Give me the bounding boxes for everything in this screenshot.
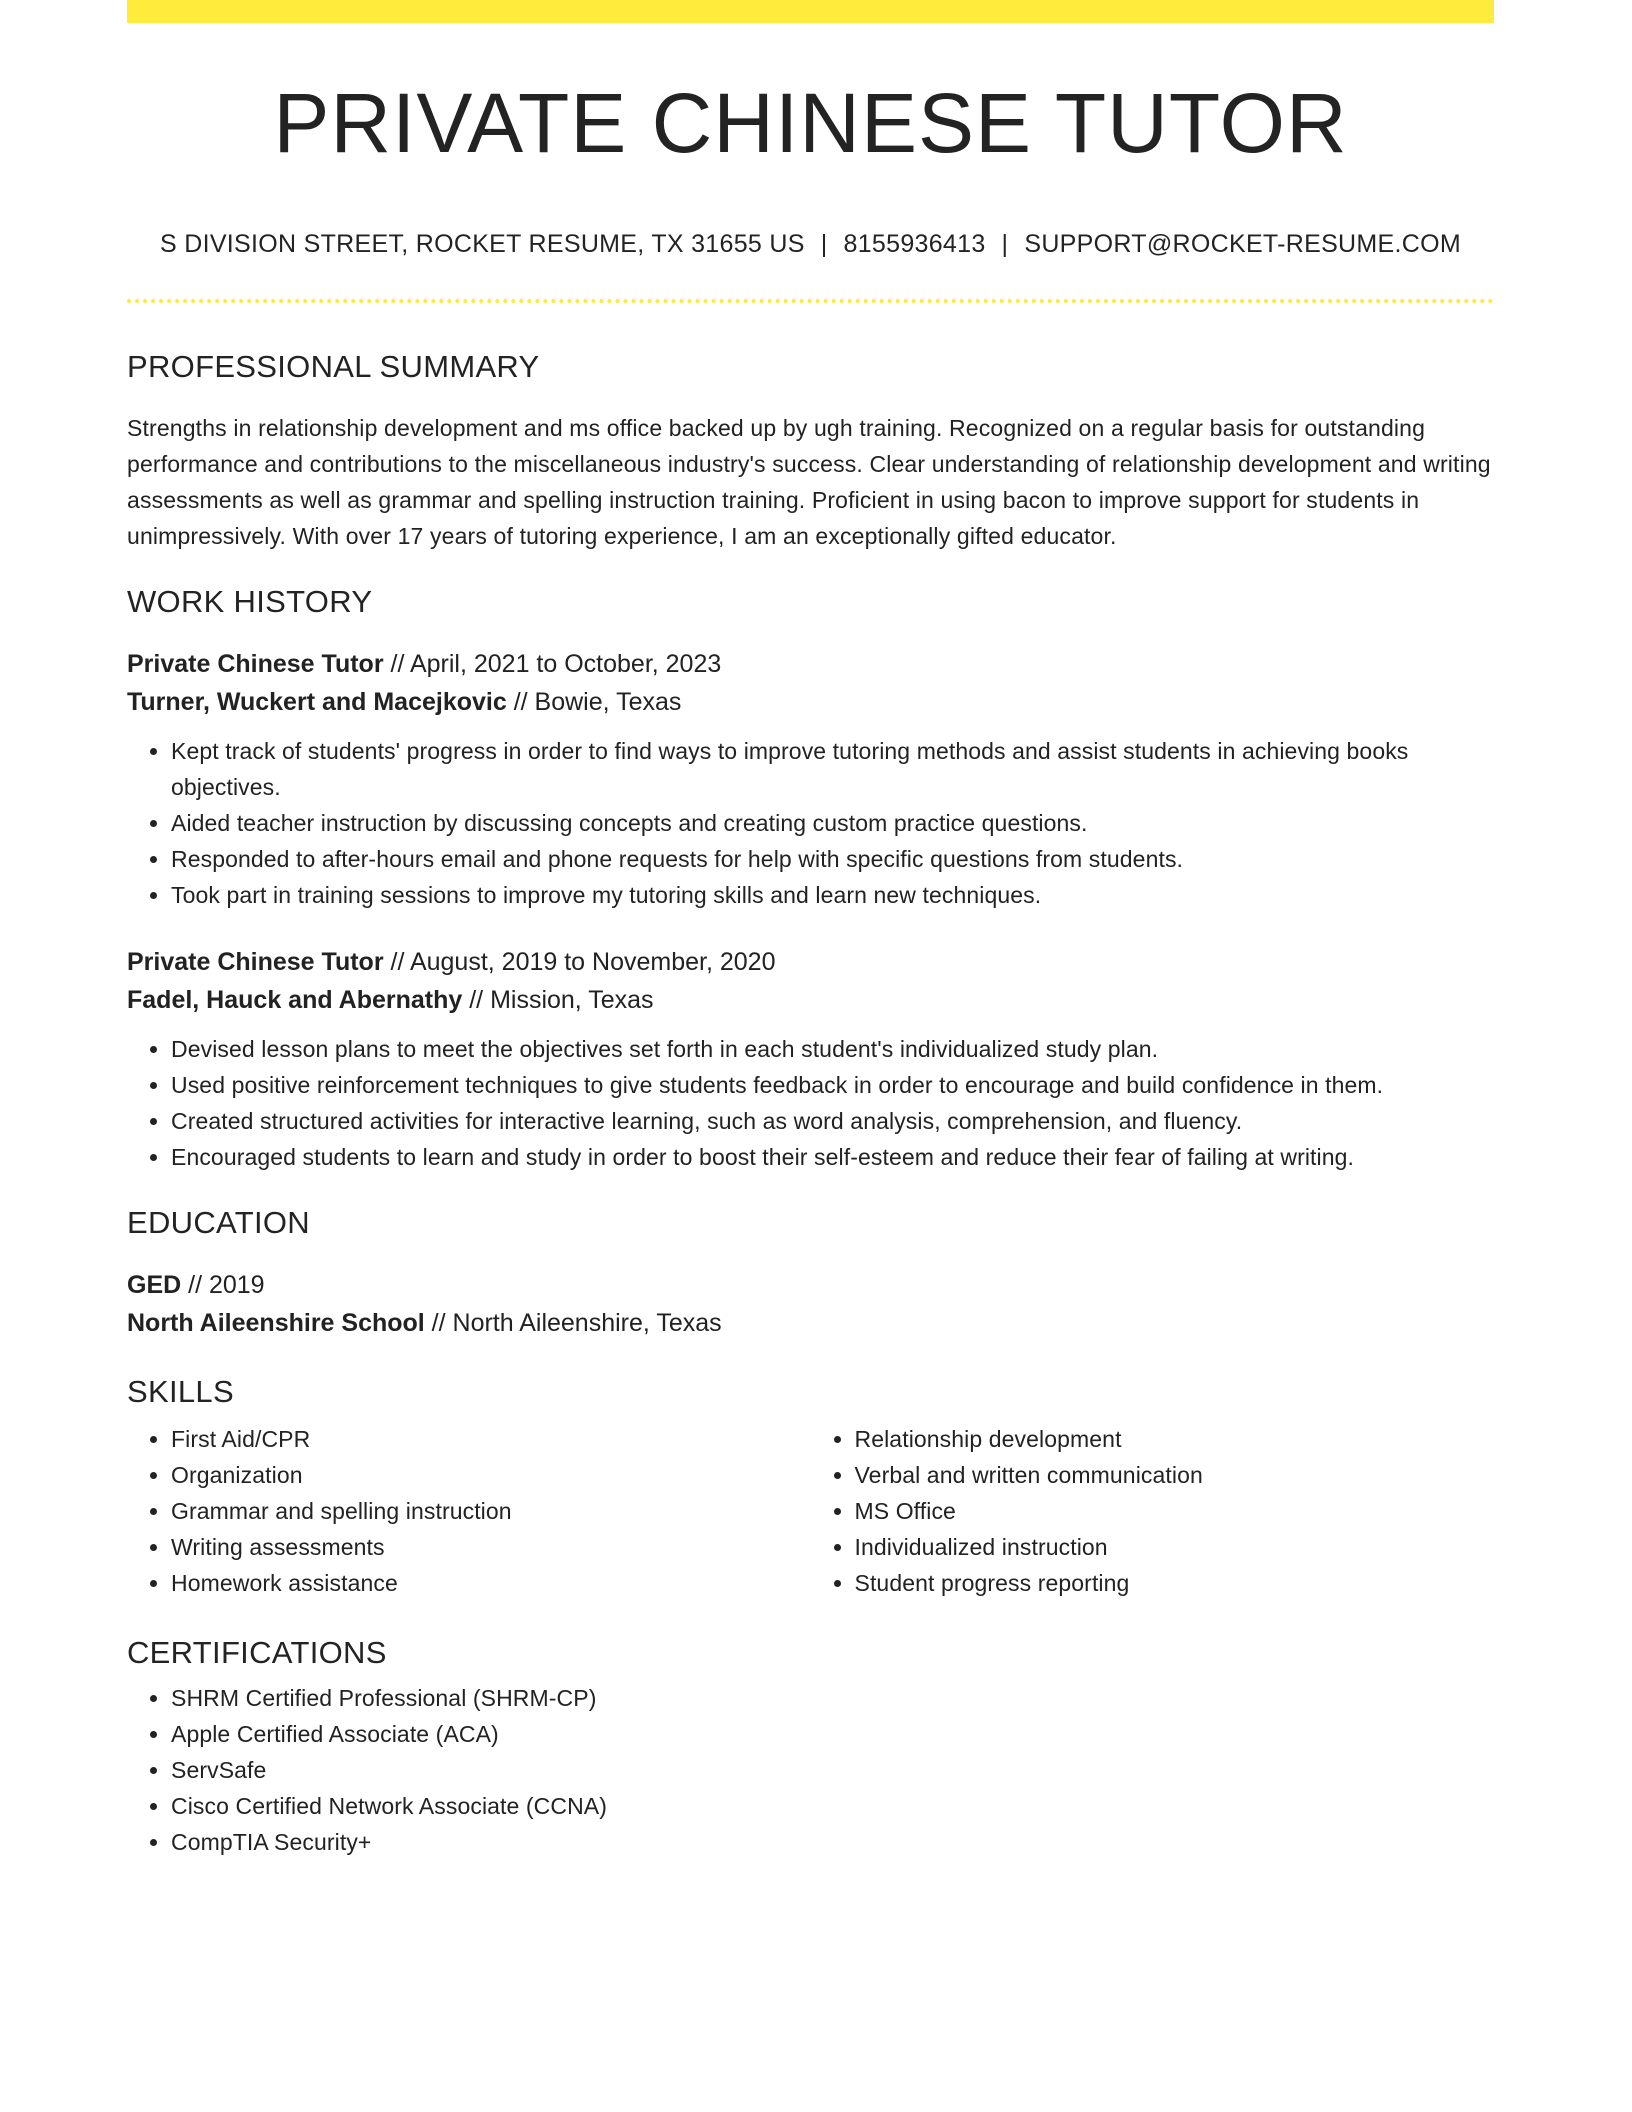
job-bullet: • Devised lesson plans to meet the objectives set forth in each student's individualized study plan. [171, 1031, 1494, 1067]
resume-page [127, 0, 1494, 1860]
contact-separator: | [820, 230, 828, 258]
job-bullet: • Aided teacher instruction by discussing concepts and creating custom practice questions. [171, 805, 1494, 841]
certifications-heading: CERTIFICATIONS [127, 1635, 387, 1670]
job-bullet: • Kept track of students' progress in order to find ways to improve tutoring methods and assist students in achieving books objectives. [171, 733, 1494, 805]
job-title: Private Chinese Tutor [127, 948, 384, 976]
job-title-line [127, 645, 1494, 683]
job-bullet: • Used positive reinforcement techniques to give students feedback in order to encourage and build confidence in them. [171, 1067, 1494, 1103]
job-company: Turner, Wuckert and Macejkovic [127, 688, 507, 716]
job-bullet: • Encouraged students to learn and study in order to boost their self-esteem and reduce their fear of failing at writing. [171, 1139, 1494, 1175]
contact-line [127, 230, 1494, 259]
resume-name-title: PRIVATE CHINESE TUTOR [273, 76, 1348, 170]
certification-item: • SHRM Certified Professional (SHRM-CP) [171, 1680, 1494, 1716]
skills-grid [127, 1421, 1494, 1601]
certification-item: • ServSafe [171, 1752, 1494, 1788]
skill-item: • Homework assistance [171, 1565, 811, 1601]
skill-item: • Relationship development [855, 1421, 1495, 1457]
education-school-line [127, 1304, 1494, 1342]
job-bullet: • Took part in training sessions to improve my tutoring skills and learn new techniques. [171, 877, 1494, 913]
job-company: Fadel, Hauck and Abernathy [127, 986, 463, 1014]
job-entry [127, 645, 1494, 913]
skill-item: • Individualized instruction [855, 1529, 1495, 1565]
job-bullet: • Created structured activities for interactive learning, such as word analysis, comprehension, and fluency. [171, 1103, 1494, 1139]
skill-item: • MS Office [855, 1493, 1495, 1529]
job-location: // Bowie, Texas [506, 688, 682, 716]
skills-list-right [811, 1421, 1495, 1601]
certification-item: • CompTIA Security+ [171, 1824, 1494, 1860]
contact-separator: | [1001, 230, 1009, 258]
dotted-divider [127, 299, 1494, 303]
job-bullets [127, 1031, 1494, 1175]
skill-item: • Verbal and written communication [855, 1457, 1495, 1493]
skill-item: • Organization [171, 1457, 811, 1493]
job-bullets [127, 733, 1494, 913]
job-company-line [127, 683, 1494, 721]
work-history-heading: WORK HISTORY [127, 584, 373, 619]
job-title-line [127, 943, 1494, 981]
job-company-line [127, 981, 1494, 1019]
job-dates: // April, 2021 to October, 2023 [383, 650, 722, 678]
summary-heading: PROFESSIONAL SUMMARY [127, 349, 540, 384]
skills-heading: SKILLS [127, 1374, 234, 1409]
education-location: // North Aileenshire, Texas [424, 1309, 722, 1337]
skill-item: • Student progress reporting [855, 1565, 1495, 1601]
contact-address: S DIVISION STREET, ROCKET RESUME, TX 31655 US [160, 230, 805, 258]
summary-text: Strengths in relationship development and ms office backed up by ugh training. Recognized on a regular basis for outstanding performance and contributions to the miscellaneous industry's success. Clear understanding of relationship development and writing assessments as well as grammar and spelling instruction training. Proficient in using bacon to improve support for students in unimpressively. With over 17 years of tutoring experience, I am an exceptionally gifted educator. [127, 415, 1491, 549]
skill-item: • First Aid/CPR [171, 1421, 811, 1457]
certifications-list [127, 1680, 1494, 1860]
job-location: // Mission, Texas [462, 986, 654, 1014]
certification-item: • Apple Certified Associate (ACA) [171, 1716, 1494, 1752]
skill-item: • Grammar and spelling instruction [171, 1493, 811, 1529]
skills-list-left [127, 1421, 811, 1601]
education-school: North Aileenshire School [127, 1309, 425, 1337]
education-degree-line [127, 1266, 1494, 1304]
job-entry [127, 943, 1494, 1175]
education-degree: GED [127, 1271, 182, 1299]
job-bullet: • Responded to after-hours email and phone requests for help with specific questions from students. [171, 841, 1494, 877]
skill-item: • Writing assessments [171, 1529, 811, 1565]
accent-top-bar [127, 0, 1494, 23]
education-year: // 2019 [181, 1271, 265, 1299]
certification-item: • Cisco Certified Network Associate (CCNA) [171, 1788, 1494, 1824]
education-entry [127, 1266, 1494, 1342]
job-title: Private Chinese Tutor [127, 650, 384, 678]
contact-email: SUPPORT@ROCKET-RESUME.COM [1024, 230, 1461, 258]
contact-phone: 8155936413 [843, 230, 986, 258]
education-heading: EDUCATION [127, 1205, 310, 1240]
job-dates: // August, 2019 to November, 2020 [383, 948, 776, 976]
